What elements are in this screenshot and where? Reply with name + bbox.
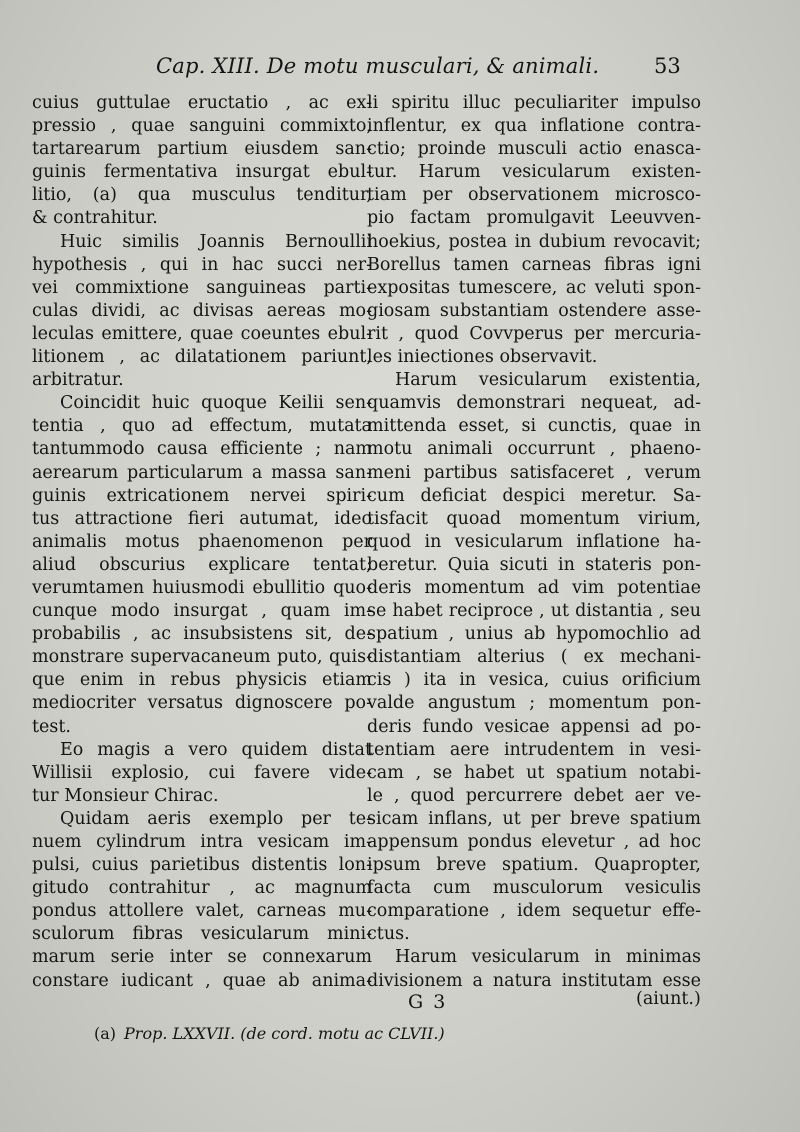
text-line: litio, (a) qua musculus tenditur, (32, 185, 372, 206)
text-line: divisionem a natura institutam esse (367, 970, 701, 991)
text-line: tartarearum partium eiusdem san- (32, 139, 372, 160)
text-line: sculorum fibras vesicularum mini- (32, 924, 372, 945)
paragraph-start-line: Eo magis a vero quidem distat (60, 739, 372, 760)
paragraph-start-line: Coincidit huic quoque Keilii sen- (60, 393, 372, 414)
text-line: guinis extricationem nervei spiri- (32, 485, 372, 506)
text-line: inflentur, ex qua inflatione contra- (367, 116, 701, 137)
text-line: nuem cylindrum intra vesicam im- (32, 832, 372, 852)
text-line: beretur. Quia sicuti in stateris pon- (367, 554, 701, 575)
text-line: spatium , unius ab hypomochlio ad (367, 624, 701, 645)
text-line: marum serie inter se connexarum (32, 947, 372, 968)
text-line: test. (32, 716, 71, 737)
text-line: tiam per observationem microsco- (367, 185, 701, 206)
text-line: ctio; proinde musculi actio enasca- (367, 139, 701, 160)
text-line: constare iudicant , quae ab anima- (32, 970, 372, 991)
text-line: cunque modo insurgat , quam im- (32, 601, 372, 622)
text-line: tur Monsieur Chirac. (32, 785, 219, 806)
text-line: culas dividi, ac divisas aereas mo- (32, 300, 372, 321)
text-line: deris momentum ad vim potentiae (367, 577, 701, 598)
text-line: ctus. (367, 924, 410, 945)
text-line: giosam substantiam ostendere asse- (367, 300, 701, 321)
text-line: mittenda esset, si cunctis, quae in (367, 416, 701, 437)
page-header (0, 52, 800, 88)
text-line: cam , se habet ut spatium notabi- (367, 762, 701, 783)
text-line: valde angustum ; momentum pon- (367, 693, 701, 714)
paragraph-start-line: Huic similis Joannis Bernoullii (60, 231, 372, 252)
text-line: Willisii explosio, cui favere vide- (32, 762, 372, 783)
text-line: pio factam promulgavit Leeuvven- (367, 208, 701, 229)
text-line: que enim in rebus physicis etiam (32, 670, 372, 691)
text-line: appensum pondus elevetur , ad hoc (367, 832, 701, 852)
paragraph-start-line: Harum vesicularum existentia, (395, 370, 701, 391)
text-line: guinis fermentativa insurgat ebul- (32, 162, 372, 183)
text-line: quod in vesicularum inflatione ha- (367, 531, 701, 552)
text-line: meni partibus satisfaceret , verum (367, 462, 701, 483)
text-line: Borellus tamen carneas fibras igni (367, 254, 701, 275)
text-line: animalis motus phaenomenon per (32, 531, 372, 552)
text-line: aerearum particularum a massa san- (32, 462, 372, 483)
text-line: sicam inflans, ut per breve spatium (367, 808, 701, 829)
text-line: hypothesis , qui in hac succi ner- (32, 254, 372, 275)
text-line: quamvis demonstrari nequeat, ad- (367, 393, 701, 414)
text-line: motu animali occurrunt , phaeno- (367, 439, 701, 460)
text-line: rit , quod Covvperus per mercuria- (367, 323, 701, 344)
text-line: gitudo contrahitur , ac magnum (32, 878, 372, 899)
text-line: tentia , quo ad effectum, mutata (32, 416, 372, 437)
paragraph-start-line: Quidam aeris exemplo per te- (60, 808, 372, 829)
text-line: comparatione , idem sequetur effe- (367, 901, 701, 922)
text-line: litionem , ac dilatationem pariunt, (32, 347, 372, 368)
text-line: les iniectiones observavit. (367, 347, 598, 368)
text-line: probabilis , ac insubsistens sit, de- (32, 624, 372, 645)
footnote-text: Prop. LXXVII. (de cord. motu ac CLVII.) (124, 1024, 445, 1043)
text-line: vei commixtione sanguineas parti- (32, 277, 372, 298)
text-line: li spiritu illuc peculiariter impulso (367, 93, 701, 113)
text-line: mediocriter versatus dignoscere po- (32, 693, 372, 714)
text-line: le , quod percurrere debet aer ve- (367, 785, 701, 806)
text-line: expositas tumescere, ac veluti spon- (367, 277, 701, 298)
signature-mark: G 3 (408, 991, 448, 1013)
text-line: pulsi, cuius parietibus distentis lon- (32, 855, 372, 876)
text-line: pressio , quae sanguini commixto, (32, 116, 372, 137)
text-line: cis ) ita in vesica, cuius orificium (367, 670, 701, 691)
text-line: cum deficiat despici meretur. Sa- (367, 485, 701, 506)
page-number: 53 (654, 54, 681, 78)
text-line: deris fundo vesicae appensi ad po- (367, 716, 701, 737)
text-line: leculas emittere, quae coeuntes ebul- (32, 323, 372, 344)
text-line: tantummodo causa efficiente ; nam (32, 439, 372, 460)
text-line: verumtamen huiusmodi ebullitio quo- (32, 577, 372, 598)
text-line: se habet reciproce , ut distantia , seu (367, 601, 701, 622)
footnote-marker: (a) (94, 1024, 117, 1043)
left-text-column (32, 92, 372, 993)
text-line: monstrare supervacaneum puto, quis- (32, 647, 372, 668)
text-line: cuius guttulae eructatio , ac ex- (32, 93, 372, 113)
text-line: pondus attollere valet, carneas mu- (32, 901, 372, 922)
text-line: & contrahitur. (32, 208, 158, 229)
text-line: facta cum musculorum vesiculis (367, 878, 701, 899)
text-line: tus attractione fieri autumat, ideo (32, 508, 372, 529)
text-line: aliud obscurius explicare tentat; (32, 554, 372, 575)
text-line: hoekius, postea in dubium revocavit; (367, 231, 701, 252)
running-title: Cap. XIII. De motu musculari, & animali. (156, 54, 600, 78)
right-text-column (367, 92, 701, 993)
text-line: ipsum breve spatium. Quapropter, (367, 855, 701, 876)
text-line: arbitratur. (32, 370, 124, 391)
catchword: (aiunt.) (636, 989, 701, 1009)
text-line: tisfacit quoad momentum virium, (367, 508, 701, 529)
text-line: tentiam aere intrudentem in vesi- (367, 739, 701, 760)
paragraph-start-line: Harum vesicularum in minimas (395, 947, 701, 968)
footnote (94, 1024, 445, 1043)
text-line: tur. Harum vesicularum existen- (367, 162, 701, 183)
text-line: distantiam alterius ( ex mechani- (367, 647, 701, 668)
